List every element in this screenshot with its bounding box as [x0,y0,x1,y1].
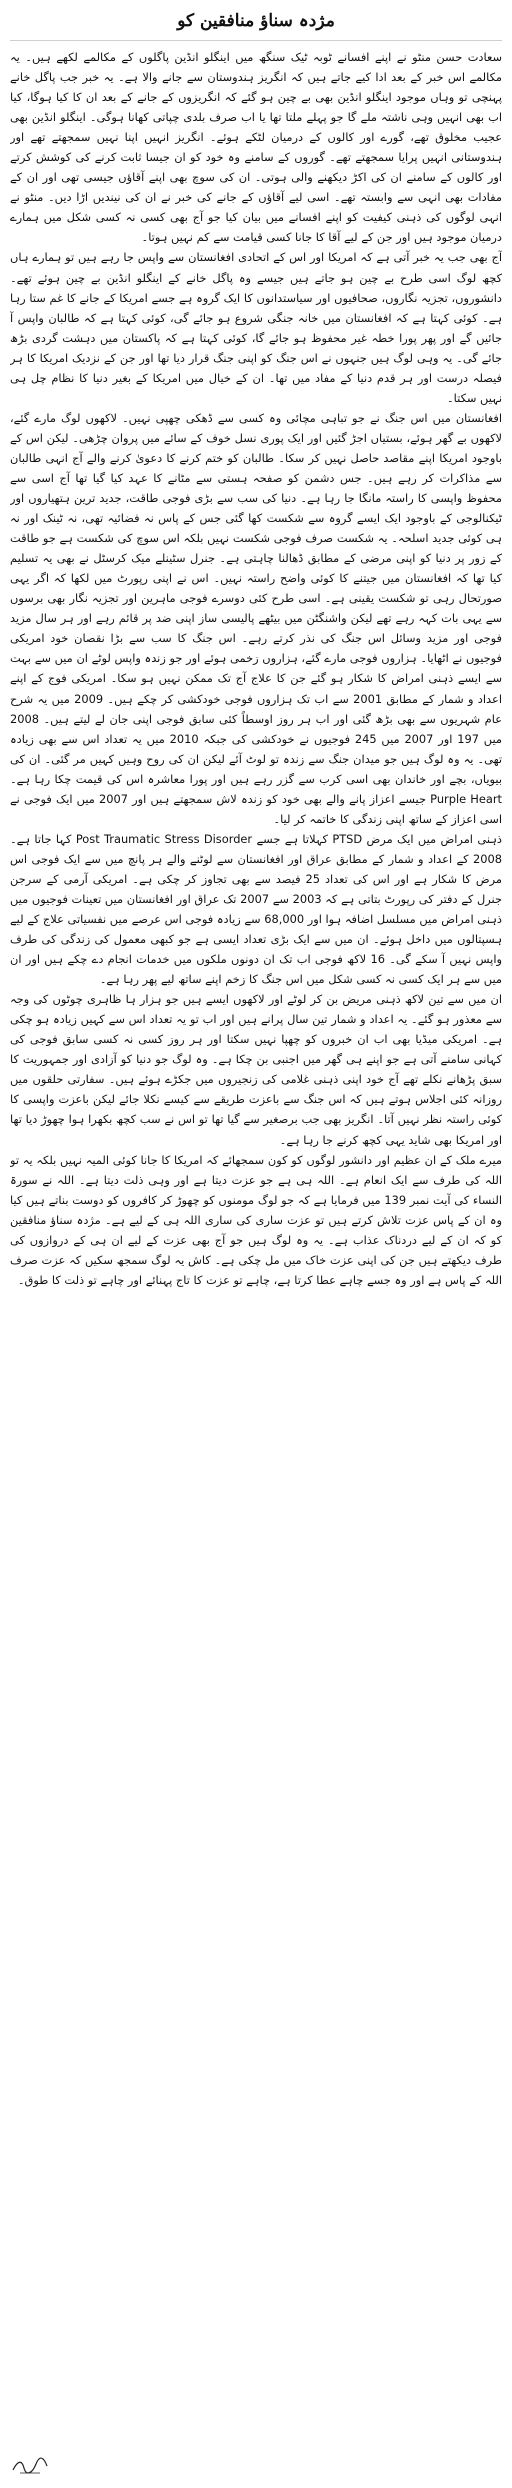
article-paragraph: افغانستان میں اس جنگ نے جو تباہی مچائی وہ کسی سے ڈھکی چھپی نہیں۔ لاکھوں لوگ مارے گئے، لاکھوں بے گھر ہوئے، بستیاں اجڑ گئیں اور ایک پوری نسل خوف کے سائے میں پروان چڑھی۔ لیکن اس کے باوجود امریکا اپنے مقاصد حاصل نہیں کر سکا۔ طالبان کو ختم کرنے کا دعویٰ کرنے والے آج انہی طالبان سے مذاکرات کر رہے ہیں۔ جس دشمن کو صفحہ ہستی سے مٹانے کا عہد کیا گیا تھا آج اسی سے محفوظ واپسی کا راستہ مانگا جا رہا ہے۔ دنیا کی سب سے بڑی فوجی طاقت، جدید ترین ہتھیاروں اور ٹیکنالوجی کے باوجود ایک ایسے گروہ سے شکست کھا گئی جس کے پاس نہ فضائیہ تھی، نہ ٹینک اور نہ ہی کوئی جدید اسلحہ۔ یہ شکست صرف فوجی شکست نہیں بلکہ اس سوچ کی شکست ہے جو طاقت کے زور پر دنیا کو اپنی مرضی کے مطابق ڈھالنا چاہتی ہے۔ جنرل سٹینلے میک کرسٹل نے بھی یہ تسلیم کیا تھا کہ افغانستان میں جیتنے کا کوئی واضح راستہ نہیں۔ اس نے اپنی رپورٹ میں لکھا کہ اگر یہی صورتحال رہی تو شکست یقینی ہے۔ اسی طرح کئی دوسرے فوجی ماہرین اور تجزیہ نگار بھی برسوں سے یہی بات کہہ رہے تھے لیکن واشنگٹن میں بیٹھے پالیسی ساز اپنی ضد پر قائم رہے اور ہر سال مزید فوجی اور مزید وسائل اس جنگ کی نذر کرتے رہے۔ اس جنگ کا سب سے بڑا نقصان خود امریکی فوجیوں نے اٹھایا۔ ہزاروں فوجی مارے گئے، ہزاروں زخمی ہوئے اور جو زندہ واپس لوٹے ان میں سے بہت سے ایسے ذہنی امراض کا شکار ہو گئے جن کا علاج آج تک ممکن نہیں ہو سکا۔ امریکی فوج کے اپنے اعداد و شمار کے مطابق 2001 سے اب تک ہزاروں فوجی خودکشی کر چکے ہیں۔ 2009 میں یہ شرح عام شہریوں سے بھی بڑھ گئی اور اب ہر روز اوسطاً کئی سابق فوجی اپنی جان لے لیتے ہیں۔ 2008 میں 197 اور 2007 میں 245 فوجیوں نے خودکشی کی جبکہ 2010 میں یہ تعداد اس سے بھی زیادہ تھی۔ یہ وہ لوگ ہیں جو میدان جنگ سے زندہ تو لوٹ آئے لیکن ان کی روح وہیں کہیں مر گئی۔ ان کی بیویاں، بچے اور خاندان بھی اسی کرب سے گزر رہے ہیں اور پورا معاشرہ اس کی قیمت چکا رہا ہے۔ Purple Heart جیسے اعزاز پانے والے بھی خود کو زندہ لاش سمجھتے ہیں اور 2007 میں ایک فوجی نے اسی اعزاز کے ساتھ اپنی زندگی کا خاتمہ کر لیا۔ [10,410,502,826]
article-headline: مژدہ سناؤ منافقین کو [177,11,335,31]
article-paragraph: ذہنی امراض میں ایک مرض PTSD کہلاتا ہے جسے Post Traumatic Stress Disorder کہا جاتا ہے۔ 2008 کے اعداد و شمار کے مطابق عراق اور افغانستان سے لوٹنے والے ہر پانچ میں سے ایک فوجی اس مرض کا شکار ہے اور اس کی تعداد 25 فیصد سے بھی تجاوز کر چکی ہے۔ امریکی آرمی کے سرجن جنرل کے دفتر کی رپورٹ بتاتی ہے کہ 2003 سے 2007 تک عراق اور افغانستان میں تعینات فوجیوں میں ذہنی امراض میں مسلسل اضافہ ہوا اور 68,000 سے زیادہ فوجی اس عرصے میں نفسیاتی علاج کے لیے ہسپتالوں میں داخل ہوئے۔ ان میں سے ایک بڑی تعداد ایسی ہے جو کبھی معمول کی زندگی کی طرف واپس نہیں آ سکے گی۔ 16 لاکھ فوجی اب تک ان دونوں ملکوں میں خدمات انجام دے چکے ہیں اور ان میں سے ہر ایک کسی نہ کسی شکل میں اس جنگ کا زخم اپنے ساتھ لیے پھر رہا ہے۔ [10,831,502,987]
article-paragraph: میرے ملک کے ان عظیم اور دانشور لوگوں کو کون سمجھائے کہ امریکا کا جانا کوئی المیہ نہیں بلکہ یہ تو اللہ کی طرف سے ایک انعام ہے۔ اللہ ہی ہے جو عزت دیتا ہے اور وہی ذلت دیتا ہے۔ اللہ نے سورۃ النساء کی آیت نمبر 139 میں فرمایا ہے کہ جو لوگ مومنوں کو چھوڑ کر کافروں کو دوست بناتے ہیں کیا وہ ان کے پاس عزت تلاش کرتے ہیں تو عزت ساری کی ساری اللہ ہی کے لیے ہے۔ مژدہ سناؤ منافقین کو کہ ان کے لیے دردناک عذاب ہے۔ یہ وہ لوگ ہیں جو آج بھی عزت کے لیے ان ہی کے دروازوں کی طرف دیکھتے ہیں جن کی اپنی عزت خاک میں مل چکی ہے۔ کاش یہ لوگ سمجھ سکیں کہ عزت صرف اللہ کے پاس ہے اور وہ جسے چاہے عطا کرتا ہے، چاہے تو عزت کا تاج پہنائے اور چاہے تو ذلت کا طوق۔ [10,1152,502,1287]
article-body [10,47,502,1290]
headline-divider [10,40,502,41]
article-paragraph: سعادت حسن منٹو نے اپنے افسانے ٹوبہ ٹیک سنگھ میں اینگلو انڈین پاگلوں کے مکالمے لکھے ہیں۔ یہ مکالمے اس خبر کے بعد ادا کیے جاتے ہیں کہ انگریز ہندوستان سے جانے والا ہے۔ یہ خبر جب پاگل خانے پہنچی تو وہاں موجود اینگلو انڈین بھی بے چین ہو گئے کہ انگریزوں کے جانے کے بعد ان کا کیا ہوگا، کیا اب بھی انہیں وہی ناشتہ ملے گا جو پہلے ملتا تھا یا اب صرف بلدی چپاتی کھانا ہوگی۔ اینگلو انڈین بھی عجیب مخلوق تھے، گورے اور کالوں کے درمیان لٹکے ہوئے۔ انگریز انہیں اپنا نہیں سمجھتے تھے اور ہندوستانی انہیں پرایا سمجھتے تھے۔ گوروں کے سامنے وہ خود کو ان جیسا ثابت کرنے کی کوشش کرتے اور کالوں کے سامنے ان کی اکڑ دیکھنے والی ہوتی۔ ان کی سوچ بھی اپنے آقاؤں جیسی تھی اور ان کے مفادات بھی انہی سے وابستہ تھے۔ اسی لیے آقاؤں کے جانے کی خبر نے ان کی نیندیں اڑا دیں۔ منٹو نے انہی لوگوں کی ذہنی کیفیت کو اپنے افسانے میں بیان کیا جو آج بھی کسی نہ کسی شکل میں ہمارے درمیان موجود ہیں اور جن کے لیے آقا کا جانا کسی قیامت سے کم نہیں ہوتا۔ [10,50,502,245]
article-paragraph: آج بھی جب یہ خبر آتی ہے کہ امریکا اور اس کے اتحادی افغانستان سے واپس جا رہے ہیں تو ہمارے ہاں کچھ لوگ اسی طرح بے چین ہو جاتے ہیں جیسے وہ پاگل خانے کے اینگلو انڈین بے چین ہوئے تھے۔ دانشوروں، تجزیہ نگاروں، صحافیوں اور سیاستدانوں کا ایک گروہ ہے جسے امریکا کے جانے کا غم ستا رہا ہے۔ کوئی کہتا ہے کہ افغانستان میں خانہ جنگی شروع ہو جائے گی، کوئی کہتا ہے کہ طالبان واپس آ جائیں گے اور پھر پورا خطہ غیر محفوظ ہو جائے گا، کوئی کہتا ہے کہ پاکستان میں دہشت گردی بڑھ جائے گی۔ یہ وہی لوگ ہیں جنہوں نے اس جنگ کو اپنی جنگ قرار دیا تھا اور جن کے نزدیک امریکا کا ہر فیصلہ درست اور ہر قدم دنیا کے مفاد میں تھا۔ ان کے خیال میں امریکا کے بغیر دنیا کا نظام چل ہی نہیں سکتا۔ [10,250,502,405]
article-paragraph: ان میں سے تین لاکھ ذہنی مریض بن کر لوٹے اور لاکھوں ایسے ہیں جو ہزار ہا ظاہری چوٹوں کی وجہ سے معذور ہو گئے۔ یہ اعداد و شمار تین سال پرانے ہیں اور اب تو یہ تعداد اس سے کہیں زیادہ ہو چکی ہے۔ امریکی میڈیا بھی اب ان خبروں کو چھپا نہیں سکتا اور ہر روز کسی نہ کسی سابق فوجی کی کہانی سامنے آتی ہے جو اپنے ہی گھر میں اجنبی بن چکا ہے۔ وہ لوگ جو دنیا کو آزادی اور جمہوریت کا سبق پڑھانے نکلے تھے آج خود اپنی ذہنی غلامی کی زنجیروں میں جکڑے ہوئے ہیں۔ سفارتی حلقوں میں روزانہ کئی اجلاس ہوتے ہیں کہ اس جنگ سے باعزت طریقے سے کیسے نکلا جائے لیکن باعزت واپسی کا کوئی راستہ نظر نہیں آتا۔ انگریز بھی جب برصغیر سے گیا تھا تو اس نے سب کچھ بکھرا ہوا چھوڑ دیا تھا اور امریکا بھی شاید یہی کچھ کرنے جا رہا ہے۔ [10,992,502,1147]
author-signature-mark [10,2454,50,2476]
